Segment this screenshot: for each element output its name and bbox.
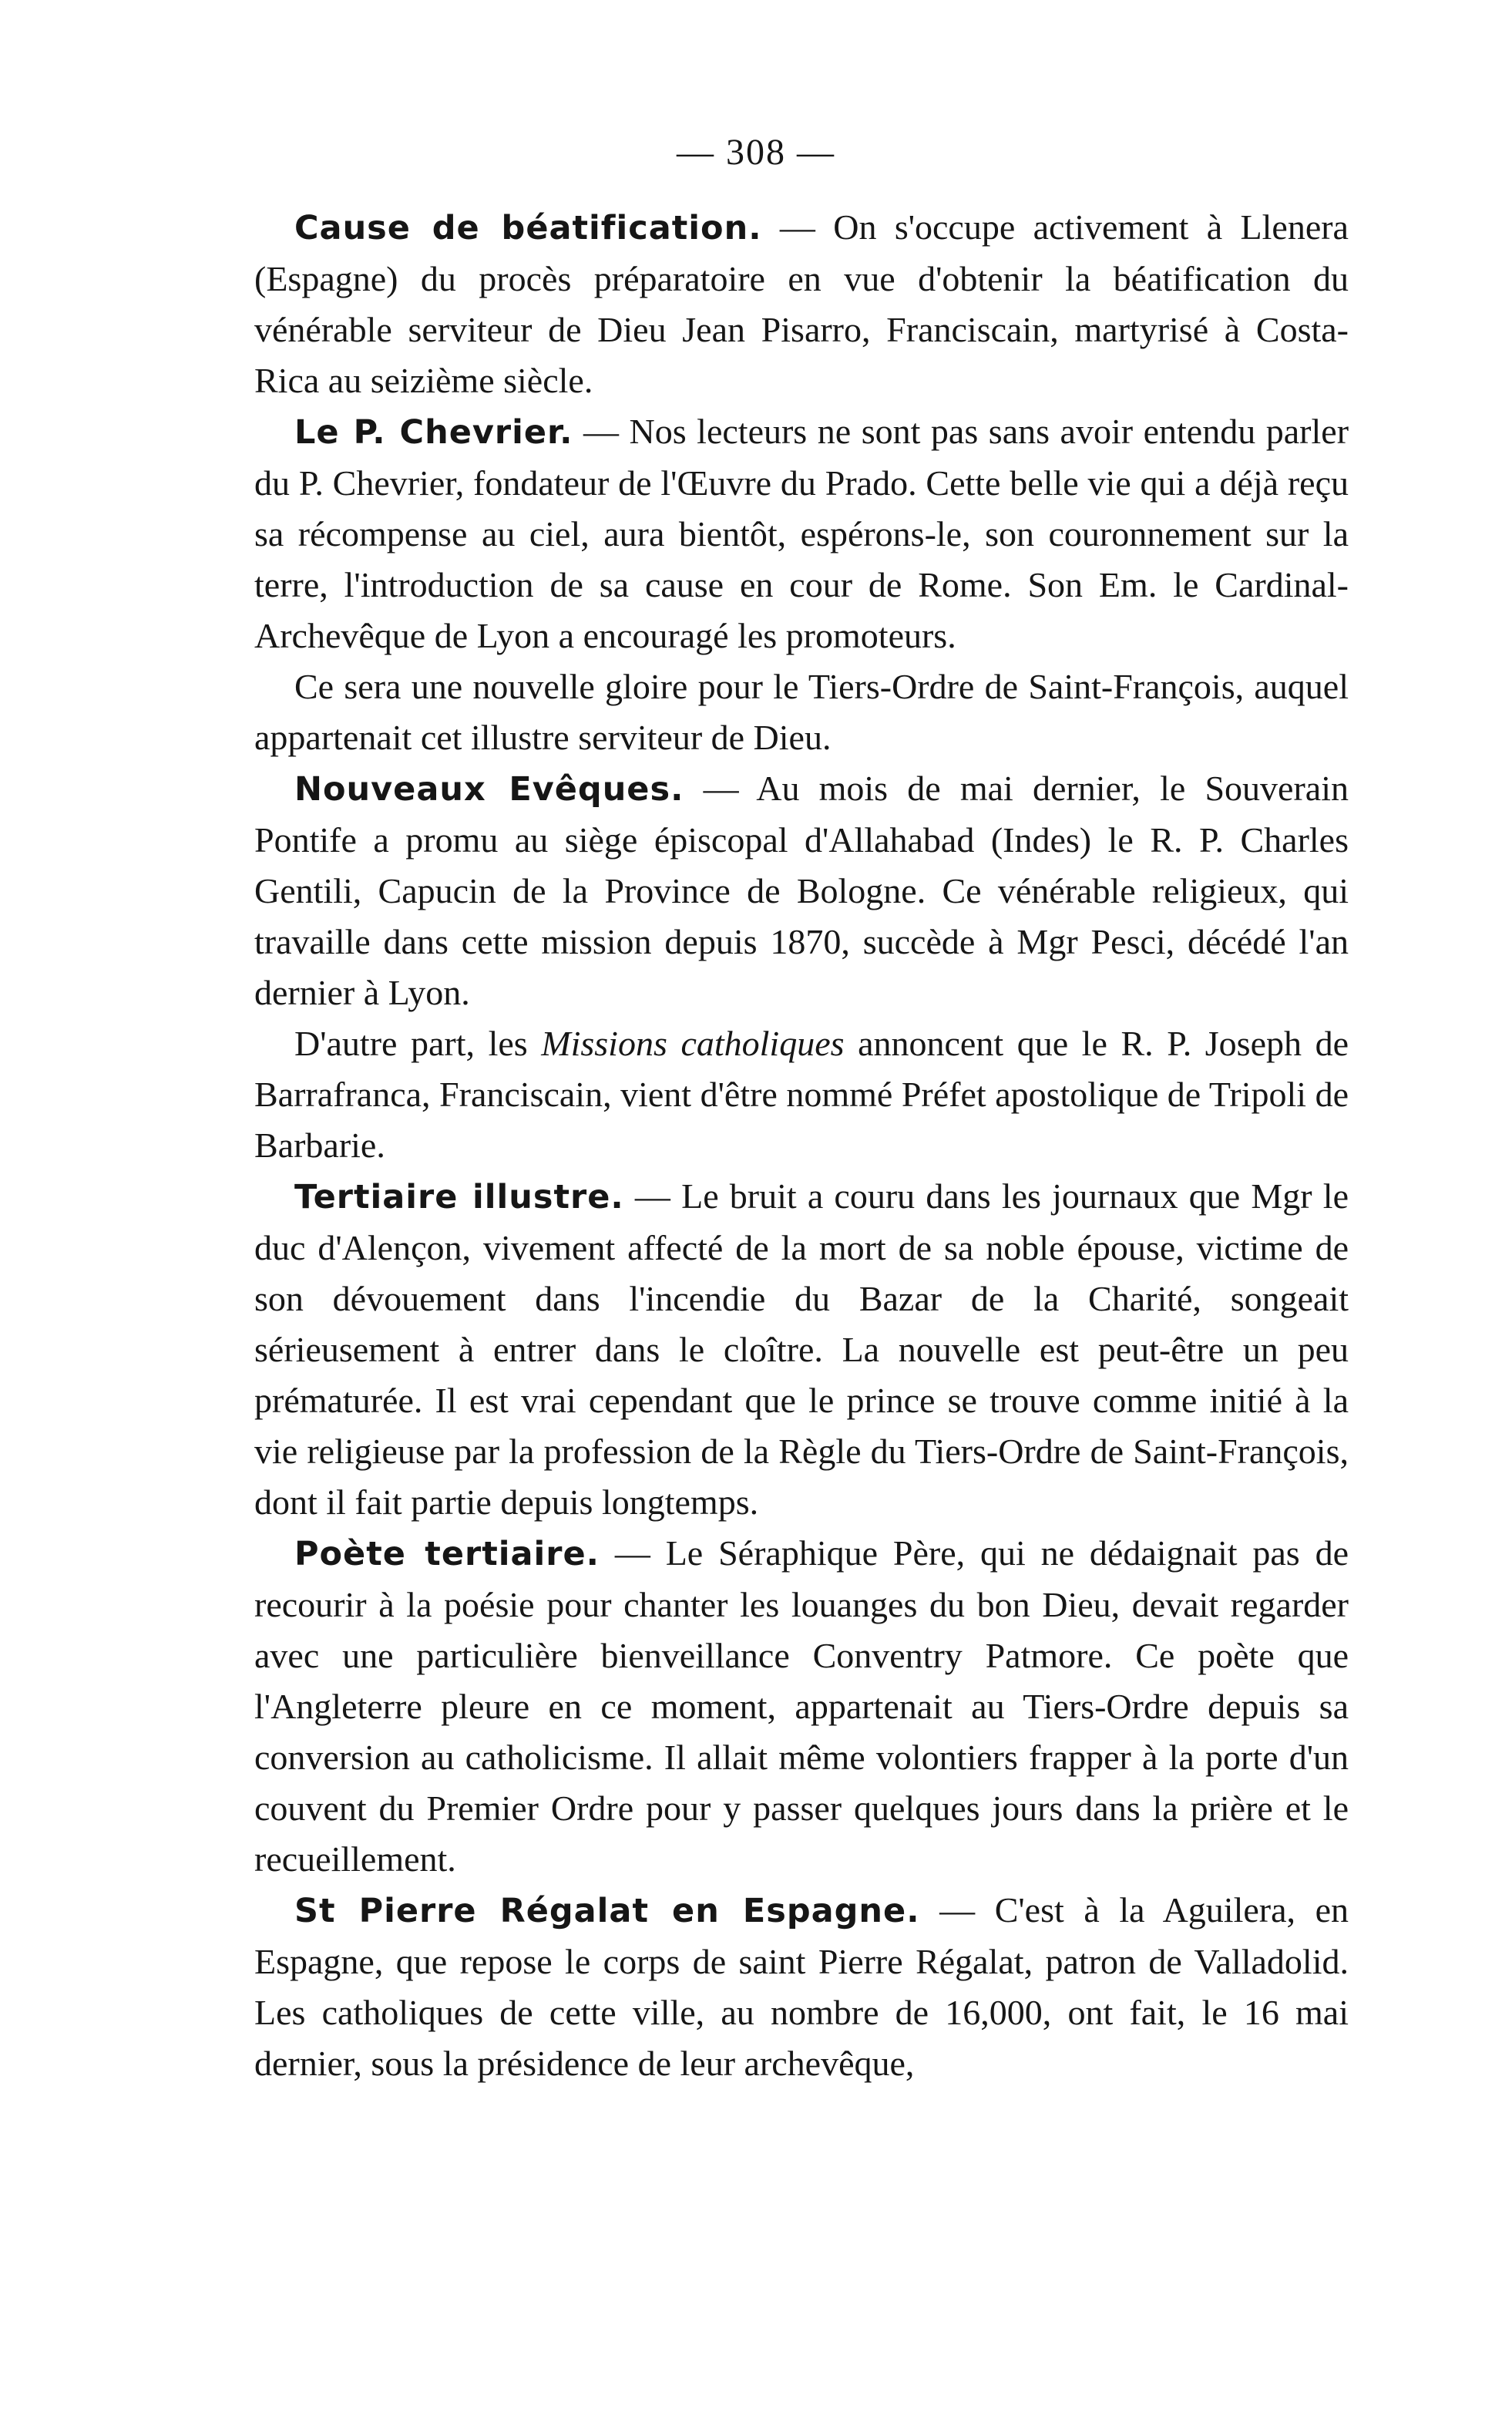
paragraph-poete-tertiaire	[254, 1528, 1349, 1885]
paragraph-text: — Nos lecteurs ne sont pas sans avoir entendu parler du P. Chevrier, fondateur de l'Œuvre du Prado. Cette belle vie qui a déjà reçu sa récompense au ciel, aura bientôt, espérons-le, son couronnement sur la terre, l'introduction de sa cause en cour de Rome. Son Em. le Cardinal-Archevêque de Lyon a encouragé les promoteurs.	[254, 412, 1349, 655]
paragraph-tiers-ordre	[254, 661, 1349, 763]
paragraph-text: D'autre part, les	[294, 1024, 542, 1063]
section-heading: Cause de béatification.	[294, 209, 762, 247]
publication-title: Missions catholiques	[541, 1024, 845, 1063]
paragraph-pierre-regalat	[254, 1885, 1349, 2089]
paragraph-tertiaire-illustre	[254, 1171, 1349, 1528]
paragraph-chevrier	[254, 406, 1349, 661]
paragraph-text: — Le bruit a couru dans les journaux que Mgr le duc d'Alençon, vivement affecté de la mort de sa noble épouse, victime de son dévouement dans l'incendie du Bazar de la Charité, songeait sérieusement à entrer dans le cloître. La nouvelle est peut-être un peu prématurée. Il est vrai cependant que le prince se trouve comme initié à la vie religieuse par la profession de la Règle du Tiers-Ordre de Saint-François, dont il fait partie depuis longtemps.	[254, 1176, 1349, 1522]
paragraph-nouveaux-eveques	[254, 763, 1349, 1018]
section-heading: St Pierre Régalat en Espagne.	[294, 1892, 920, 1930]
section-heading: Tertiaire illustre.	[294, 1178, 624, 1216]
paragraph-missions	[254, 1018, 1349, 1171]
section-heading: Le P. Chevrier.	[294, 413, 573, 452]
paragraph-text: — Le Séraphique Père, qui ne dédaignait pas de recourir à la poésie pour chanter les louanges du bon Dieu, devait regarder avec une particulière bienveillance Conventry Patmore. Ce poète que l'Angleterre pleure en ce moment, appartenait au Tiers-Ordre depuis sa conversion au catholicisme. Il allait même volontiers frapper à la porte d'un couvent du Premier Ordre pour y passer quelques jours dans la prière et le recueillement.	[254, 1533, 1349, 1879]
paragraph-text: — On s'occupe activement à Llenera (Espagne) du procès préparatoire en vue d'obtenir la béatification du vénérable serviteur de Dieu Jean Pisarro, Franciscain, martyrisé à Costa-Rica au seizième siècle.	[254, 207, 1349, 400]
page-number: — 308 —	[677, 132, 835, 173]
paragraph-text: Ce sera une nouvelle gloire pour le Tiers-Ordre de Saint-François, auquel appartenait cet illustre serviteur de Dieu.	[254, 667, 1349, 757]
paragraph-beatification	[254, 202, 1349, 406]
paragraph-text: annoncent que le R. P. Joseph de Barrafranca, Franciscain, vient d'être nommé Préfet apostolique de Tripoli de Barbarie.	[254, 1024, 1349, 1165]
paragraph-text: — Au mois de mai dernier, le Souverain Pontife a promu au siège épiscopal d'Allahabad (Indes) le R. P. Charles Gentili, Capucin de la Province de Bologne. Ce vénérable religieux, qui travaille dans cette mission depuis 1870, succède à Mgr Pesci, décédé l'an dernier à Lyon.	[254, 769, 1349, 1012]
section-heading: Nouveaux Evêques.	[294, 770, 684, 809]
section-heading: Poète tertiaire.	[294, 1535, 600, 1573]
page-body	[254, 202, 1349, 2089]
paragraph-text: — C'est à la Aguilera, en Espagne, que repose le corps de saint Pierre Régalat, patron de Valladolid. Les catholiques de cette ville, au nombre de 16,000, ont fait, le 16 mai dernier, sous la présidence de leur archevêque,	[254, 1890, 1349, 2083]
